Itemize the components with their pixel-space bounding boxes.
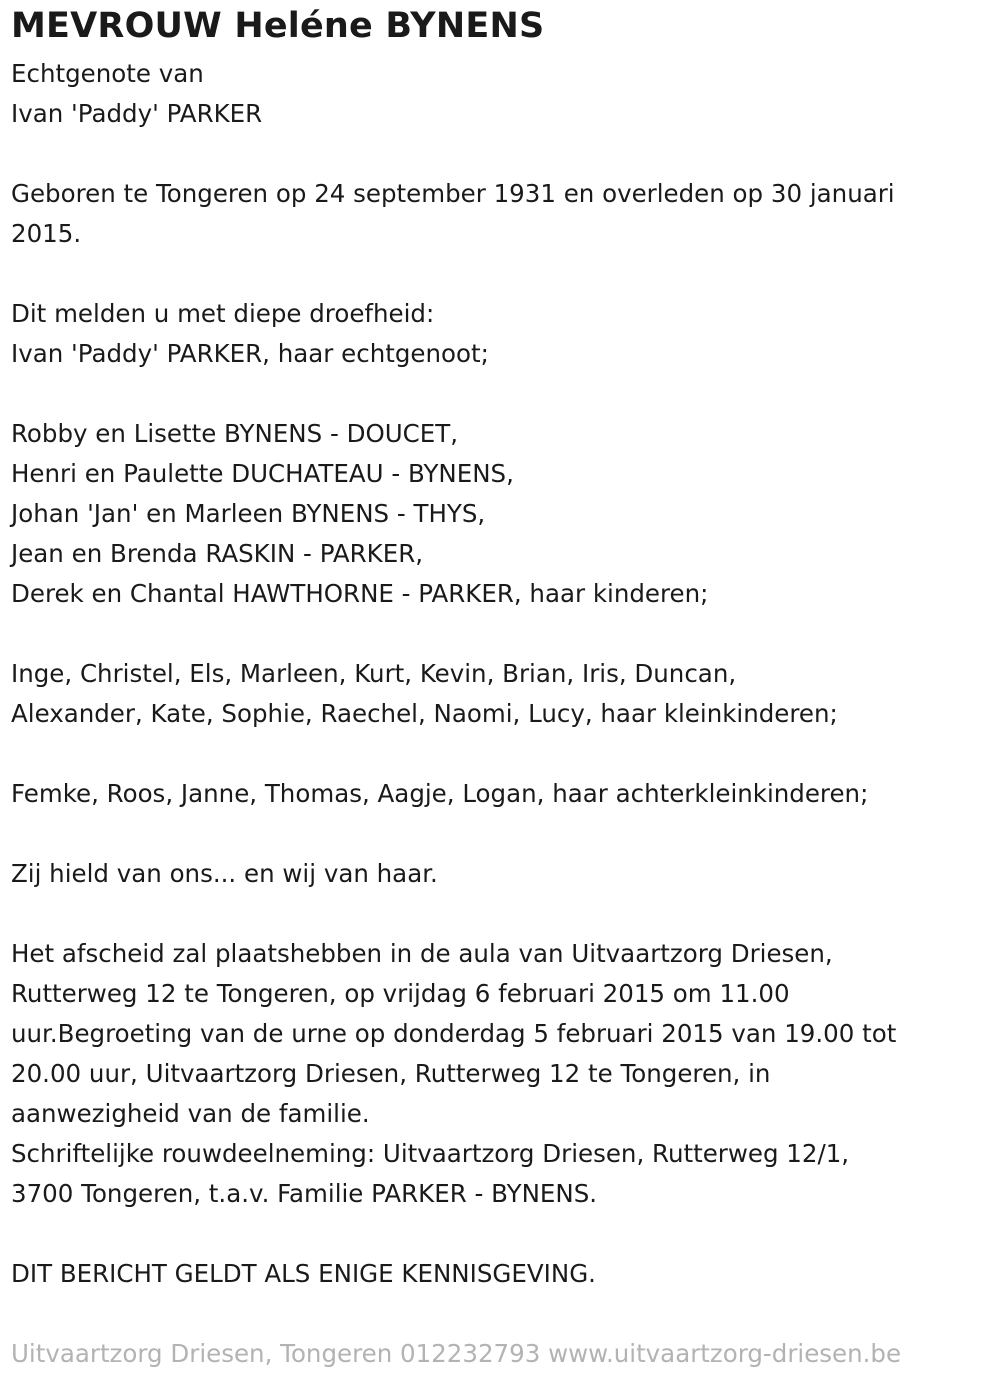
ceremony-line: uur.Begroeting van de urne op donderdag 5 februari 2015 van 19.00 tot — [11, 1019, 897, 1048]
children-line: Robby en Lisette BYNENS - DOUCET, — [11, 419, 459, 448]
ceremony-line: Het afscheid zal plaatshebben in de aula van Uitvaartzorg Driesen, — [11, 939, 833, 968]
ceremony-line: aanwezigheid van de familie. — [11, 1099, 370, 1128]
spacer — [11, 254, 986, 294]
ceremony-line: 3700 Tongeren, t.a.v. Familie PARKER - BYNENS. — [11, 1179, 598, 1208]
quote-line: Zij hield van ons... en wij van haar. — [11, 859, 438, 888]
children-line: Derek en Chantal HAWTHORNE - PARKER, haar kinderen; — [11, 579, 709, 608]
spacer — [11, 814, 986, 854]
funeral-home-footer: Uitvaartzorg Driesen, Tongeren 012232793 www.uitvaartzorg-driesen.be — [11, 1339, 902, 1368]
ceremony-line: 20.00 uur, Uitvaartzorg Driesen, Rutterweg 12 te Tongeren, in — [11, 1059, 771, 1088]
birth-death-line-1: Geboren te Tongeren op 24 september 1931 en overleden op 30 januari — [11, 179, 895, 208]
great-grandchildren-line: Femke, Roos, Janne, Thomas, Aagje, Logan, haar achterkleinkinderen; — [11, 779, 869, 808]
announcement-intro: Dit melden u met diepe droefheid: — [11, 299, 435, 328]
ceremony-line: Rutterweg 12 te Tongeren, op vrijdag 6 februari 2015 om 11.00 — [11, 979, 790, 1008]
obituary-title: MEVROUW Heléne BYNENS — [11, 6, 545, 46]
spacer — [11, 734, 986, 774]
spacer — [11, 894, 986, 934]
obituary-body — [11, 54, 986, 1294]
spacer — [11, 614, 986, 654]
grandchildren-line: Inge, Christel, Els, Marleen, Kurt, Kevin, Brian, Iris, Duncan, — [11, 659, 737, 688]
spacer — [11, 1214, 986, 1254]
spouse-label: Echtgenote van — [11, 59, 204, 88]
announcement-husband: Ivan 'Paddy' PARKER, haar echtgenoot; — [11, 339, 489, 368]
children-line: Henri en Paulette DUCHATEAU - BYNENS, — [11, 459, 514, 488]
children-line: Johan 'Jan' en Marleen BYNENS - THYS, — [11, 499, 486, 528]
ceremony-line: Schriftelijke rouwdeelneming: Uitvaartzorg Driesen, Rutterweg 12/1, — [11, 1139, 850, 1168]
spouse-name: Ivan 'Paddy' PARKER — [11, 99, 263, 128]
children-line: Jean en Brenda RASKIN - PARKER, — [11, 539, 424, 568]
spacer — [11, 374, 986, 414]
spacer — [11, 134, 986, 174]
notice-line: DIT BERICHT GELDT ALS ENIGE KENNISGEVING. — [11, 1259, 596, 1288]
grandchildren-line: Alexander, Kate, Sophie, Raechel, Naomi, Lucy, haar kleinkinderen; — [11, 699, 838, 728]
birth-death-line-2: 2015. — [11, 219, 82, 248]
